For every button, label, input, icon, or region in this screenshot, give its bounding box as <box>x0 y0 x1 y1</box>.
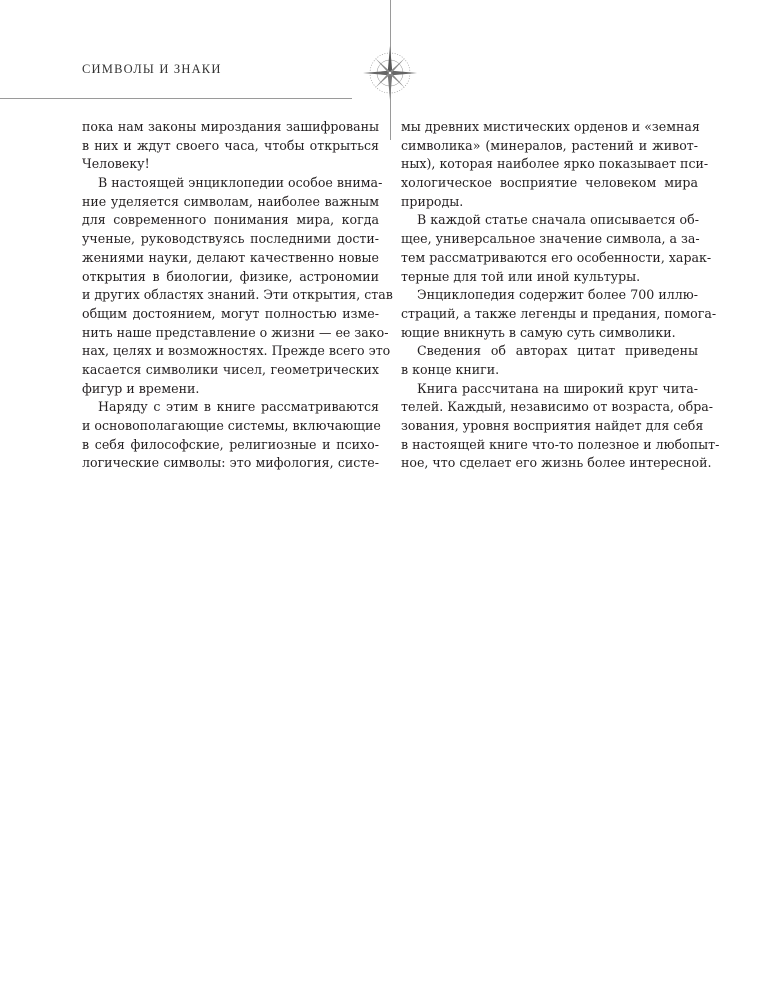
text-line: пока нам законы мироздания зашифрованы <box>82 119 379 134</box>
text-line: В каждой статье сначала описывается об- <box>417 212 699 228</box>
left-text-column <box>82 118 393 473</box>
text-line: страций, а также легенды и предания, помога- <box>401 305 717 321</box>
text-line: символика» (минералов, растений и живот- <box>401 137 698 153</box>
text-line: зования, уровня восприятия найдет для себя <box>401 418 704 433</box>
text-line: Человеку! <box>82 156 150 172</box>
text-line: Энциклопедия содержит более 700 иллю- <box>417 287 698 303</box>
text-line: касается символики чисел, геометрических <box>82 361 379 377</box>
text-line: нить наше представление о жизни — ее зако- <box>82 324 389 340</box>
text-line: и основополагающие системы, включающие <box>82 418 381 433</box>
text-line: тем рассматриваются его особенности, харак- <box>401 249 712 265</box>
text-line: логические символы: это мифология, систе- <box>82 455 379 471</box>
text-line: Наряду с этим в книге рассматриваются <box>98 399 379 415</box>
running-head: СИМВОЛЫ И ЗНАКИ <box>82 62 222 76</box>
text-line: мы древних мистических орденов и «земная <box>401 119 700 134</box>
text-line: жениями науки, делают качественно новые <box>82 249 379 265</box>
text-line: природы. <box>401 193 464 209</box>
text-line: хологическое восприятие человеком мира <box>401 175 698 191</box>
text-line: и других областях знаний. Эти открытия, став <box>82 287 393 303</box>
text-line: в конце книги. <box>401 361 500 377</box>
text-line: В настоящей энциклопедии особое внима- <box>98 175 383 191</box>
text-line: Сведения об авторах цитат приведены <box>417 343 698 359</box>
text-line: ное, что сделает его жизнь более интересной. <box>401 455 712 471</box>
text-line: в них и ждут своего часа, чтобы открыться <box>82 137 379 153</box>
text-line: в себя философские, религиозные и психо- <box>82 436 379 452</box>
text-line: для современного понимания мира, когда <box>82 212 379 228</box>
text-line: терные для той или иной культуры. <box>401 268 641 284</box>
text-line: телей. Каждый, независимо от возраста, обра- <box>401 399 714 415</box>
text-line: фигур и времени. <box>82 380 200 396</box>
text-line: открытия в биологии, физике, астрономии <box>82 268 379 284</box>
text-line: ученые, руководствуясь последними дости- <box>82 231 379 247</box>
text-line: ние уделяется символам, наиболее важным <box>82 193 379 209</box>
compass-rose-icon <box>361 44 419 102</box>
text-line: ных), которая наиболее ярко показывает пси- <box>401 156 709 172</box>
text-line: в настоящей книге что-то полезное и любопыт- <box>401 436 720 452</box>
text-line: нах, целях и возможностях. Прежде всего это <box>82 343 391 359</box>
text-line: Книга рассчитана на широкий круг чита- <box>417 380 698 396</box>
horizontal-rule <box>0 98 352 99</box>
text-line: щее, универсальное значение символа, а за- <box>401 231 700 247</box>
right-text-column <box>401 118 720 473</box>
text-line: общим достоянием, могут полностью изме- <box>82 305 379 321</box>
text-line: ющие вникнуть в самую суть символики. <box>401 324 676 340</box>
